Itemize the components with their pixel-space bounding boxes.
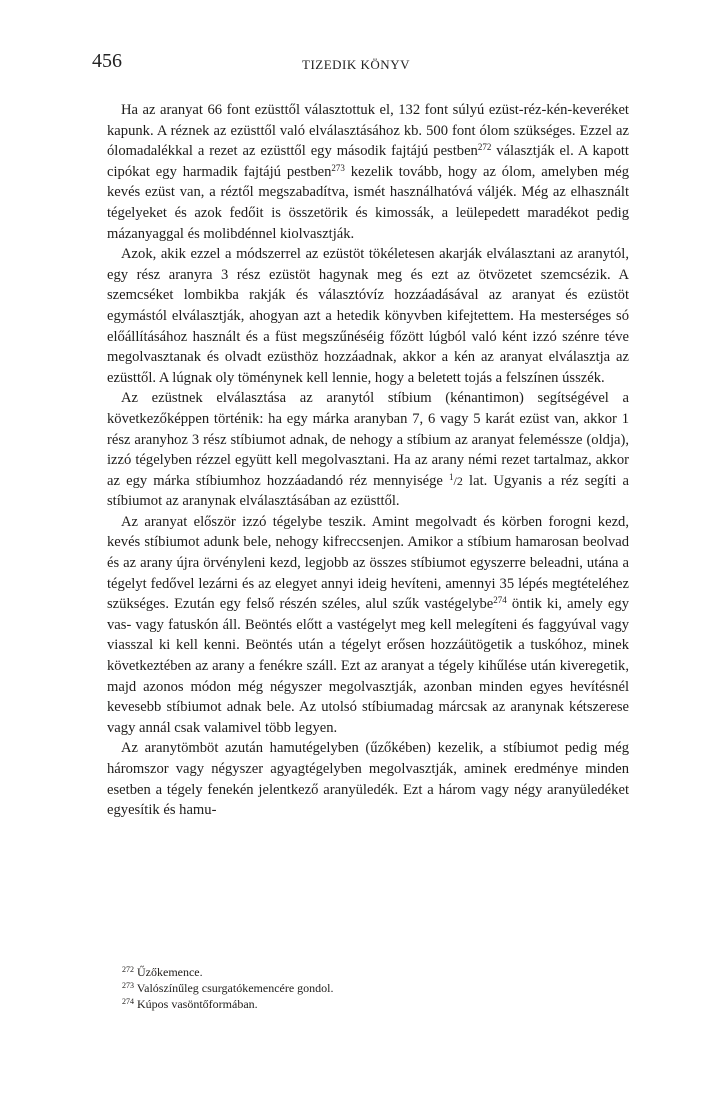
footnote-ref-274: 274 [493,595,507,606]
paragraph-text: kezelik tovább, hogy az ólom, amelyben még kevés ezüst van, a réztől megszabadítva, ismét használhatóvá váljék. Még az elhasznált tégelyeket és azok fedőit is összetörik és kimossák, a leülepedett maradékot pedig mázanyaggal és molibdénnel kiolvasztják. [107,163,630,242]
body-text [107,100,629,821]
paragraph-1 [107,100,629,244]
paragraph-2: Azok, akik ezzel a módszerrel az ezüstöt tökéletesen akarják elválasztani az aranytól, egy rész aranyra 3 rész ezüstöt hagynak meg és ezt az ötvözetet szemcsézik. A szemcséket lombikba rakják és választóvíz hozzáadásával az aranyat és ezüstöt egymástól elválasztják, ahogyan azt a hetedik könyvben kifejtettem. Ha mesterséges só előállításához használt és a füst megszűnéséig főzött lúgból való ként izzó szénre téve megolvasztanak és olvadt ezüsthöz hozzáadnak, akkor a kén az aranyat elválasztja az ezüsttől. A lúgnak oly töménynek kell lennie, hogy a beletett tojás a felszínen ússzék. [107,246,629,386]
footnote-273 [122,980,602,996]
footnote-text: Űzőkemence. [137,965,203,979]
page-number: 456 [92,50,122,72]
paragraph-text: lat. Ugyanis a réz segíti a stíbiumot az aranynak elválasztásában az ezüsttől. [107,472,630,510]
footnote-number: 274 [122,997,134,1006]
footnote-text: Valószínűleg csurgatókemencére gondol. [136,981,334,995]
footnote-text: Kúpos vasöntőformában. [137,997,258,1011]
running-title: TIZEDIK KÖNYV [302,57,410,72]
paragraph-3 [107,388,629,512]
paragraph-text: Az ezüstnek elválasztása az aranytól stíbium (kénantimon) segítségével a következőképpen történik: ha egy márka aranyban 7, 6 vagy 5 karát ezüst van, akkor 1 rész aranyhoz 3 rész stíbiumot adnak, de nehogy a stíbium az aranyat feleméssze (oldja), izzó tégelyben rézzel együtt kell megolvasztani. Ha az arany némi rezet tartalmaz, akkor az egy márka stíbiumhoz hozzáadandó réz mennyisége [107,390,629,489]
footnote-ref-273: 273 [331,162,345,173]
fraction-numerator: 1 [449,471,454,482]
footnote-number: 273 [122,981,134,990]
paragraph-text: választják el. A kapott cipókat egy harmadik fajtájú pestben [107,143,629,180]
footnote-number: 272 [122,965,134,974]
paragraph-text: Ha az aranyat 66 font ezüsttől választottuk el, 132 font súlyú ezüst-réz-kén-keveréket kapunk. A réznek az ezüsttől való elválasztásához kb. 500 font ólom szükséges. Ezzel az ólomadalékkal a rezet az ezüsttől egy második fajtájú pestben [107,102,629,160]
footnote-272 [122,964,602,980]
footnotes [122,964,602,1012]
footnote-ref-272: 272 [477,142,492,153]
paragraph-text: Az aranyat először izzó tégelybe teszik. Amint megolvadt és körben forogni kezd, kevés stíbiumot adunk bele, nehogy kifreccsenjen. Amikor a stíbium hamarosan beolvad és az arany újra örvényleni kezd, legjobb az összes stíbiumot egyszerre beleadni, utána a tégelyt fedővel lezárni és az elegyet annyi ideig hevíteni, amennyi 35 lépés megtételéhez szükséges. Ezután egy felső részén széles, alul szűk vastégelybe [107,513,629,613]
page-header [92,50,620,80]
paragraph-text: öntik ki, amely egy vas- vagy fatuskón áll. Beöntés előtt a vastégelyt meg kell melegíteni és faggyúval vagy viasszal ki kell kenni. Beöntés után a tégelyt erősen hozzáütögetik a tuskóhoz, minek következtében az arany a fenékre száll. Ezt az aranyat a tégely kihűlése után kiveregetik, majd azonos módon még négyszer megolvasztják, azonban minden egyes hevítésnél kevesebb stíbiumot adnak bele. Az utolsó stíbiumadag márcsak az aranynak kétszerese vagy annál csak valamivel több legyen. [107,596,629,736]
footnote-274 [122,996,602,1012]
fraction-denominator: 2 [456,473,463,488]
paragraph-4 [107,512,629,739]
fraction: $^1$/2 [449,471,463,488]
paragraph-5: Az aranytömböt azután hamutégelyben (űzőkében) kezelik, a stíbiumot pedig még háromszor vagy négyszer agyagtégelyben megolvasztják, aminek eredménye minden esetben a tégely fenekén jelentkező aranyüledék. Ezt a három vagy négy aranyüledéket egyesítik és hamu- [107,740,629,819]
